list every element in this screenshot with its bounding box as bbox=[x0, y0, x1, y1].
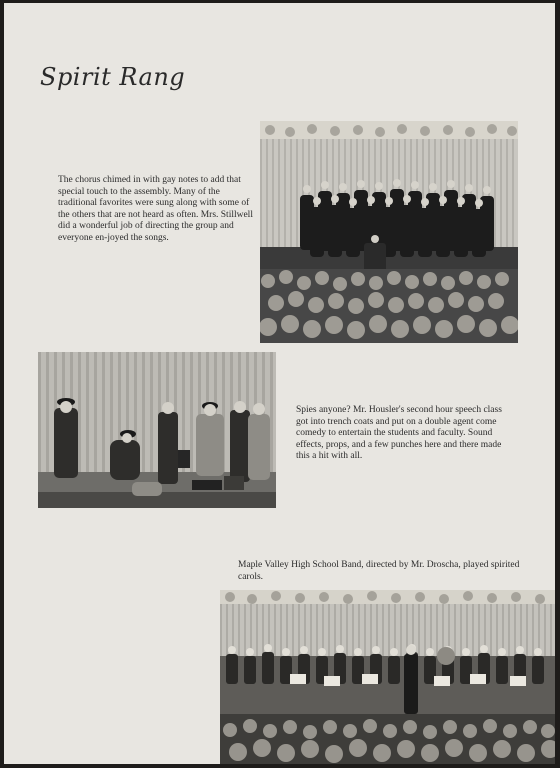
page-title: Spirit Rang bbox=[40, 63, 186, 91]
band-photo bbox=[220, 590, 555, 764]
chorus-caption: The chorus chimed in with gay notes to add that special touch to the assembly. Many of the traditional favorites were sung along with some of the others that are not heard as often. Mrs. Stillwell did a wonderful job of directing the group and everyone en-joyed the songs. bbox=[58, 175, 253, 243]
skit-caption: Spies anyone? Mr. Housler's second hour speech class got into trench coats and put on a double agent come comedy to entertain the students and faculty. Sound effects, props, and a few punches here and there made this a hit with all. bbox=[296, 405, 502, 462]
yearbook-page bbox=[4, 3, 555, 764]
skit-photo bbox=[38, 352, 276, 508]
chorus-photo bbox=[260, 121, 518, 343]
band-caption: Maple Valley High School Band, directed by Mr. Droscha, played spirited carols. bbox=[238, 560, 520, 582]
